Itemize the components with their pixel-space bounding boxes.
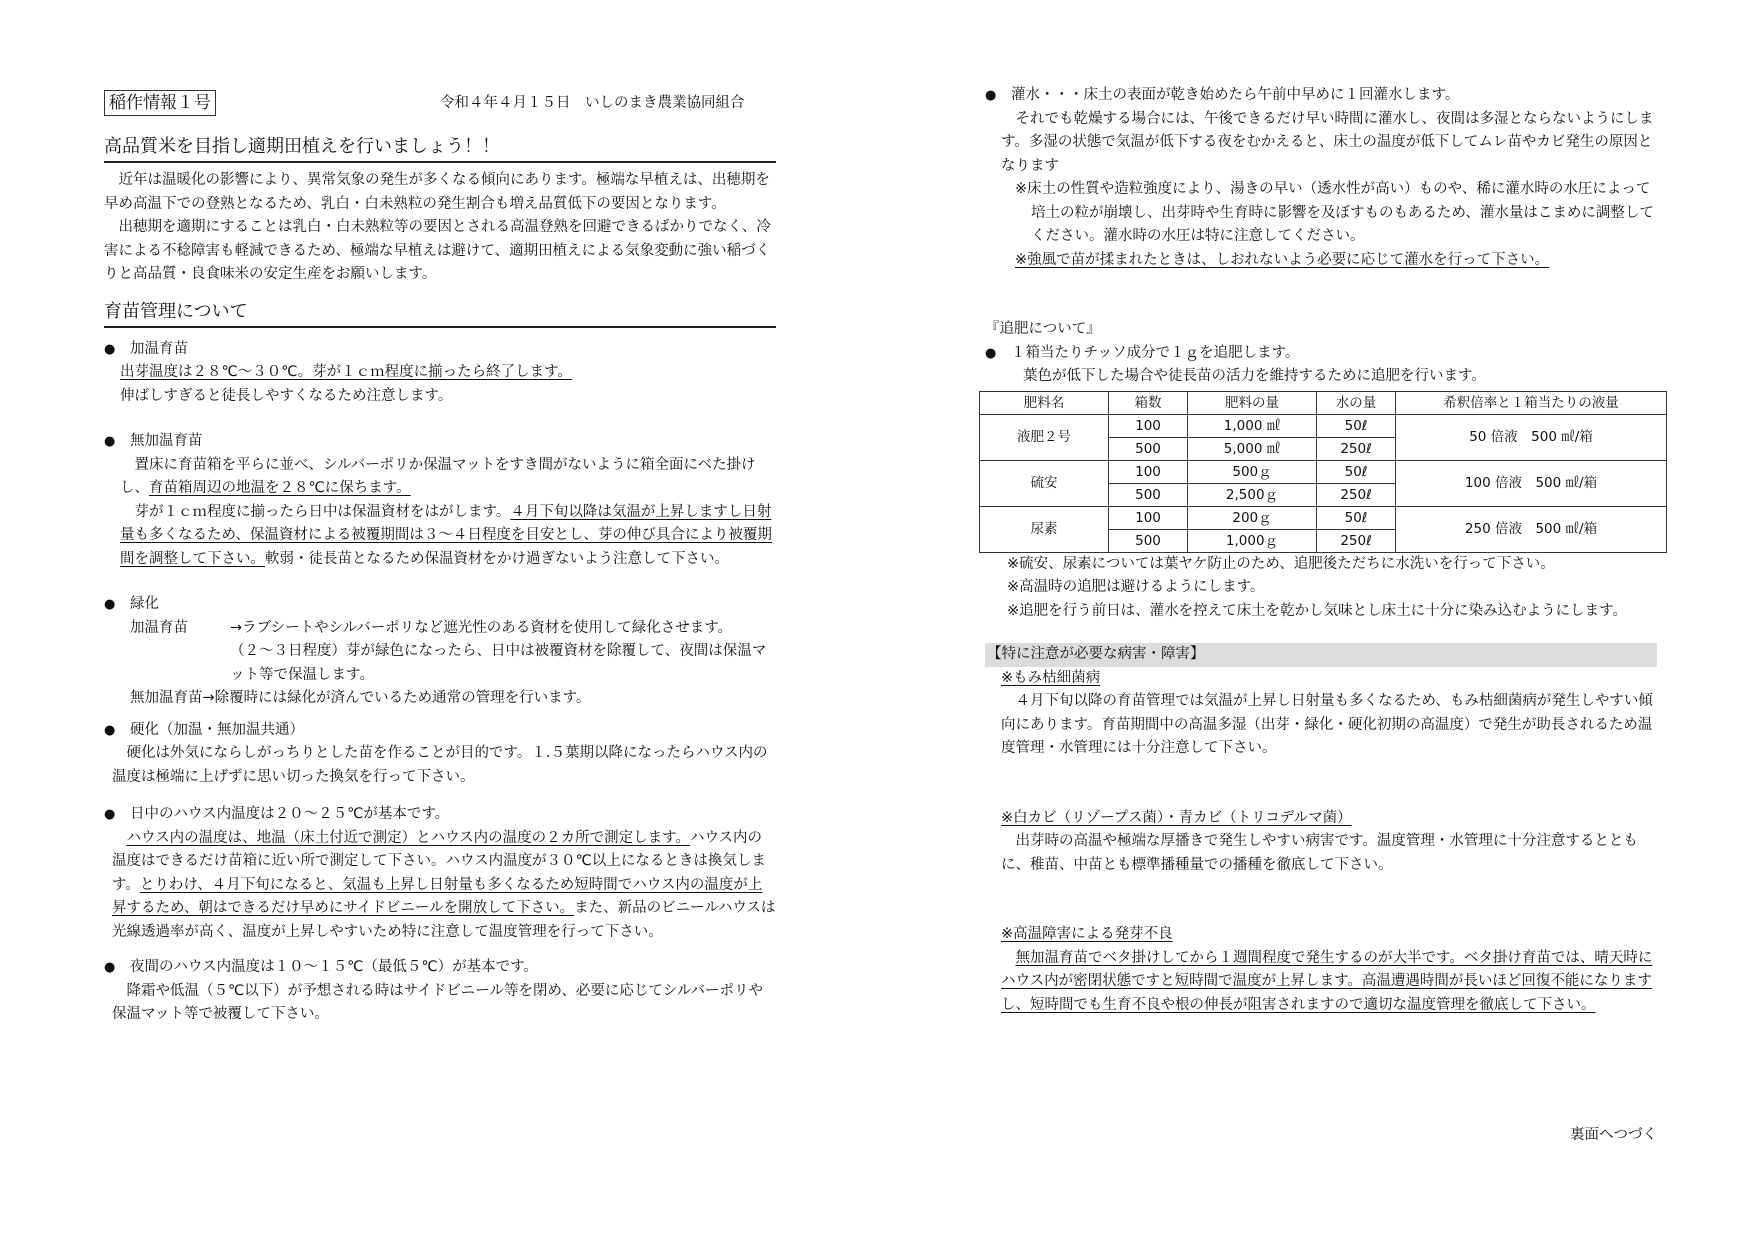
diseases-heading: 【特に注意が必要な病害・障害】 (985, 643, 1657, 667)
topdress-note-3: ※追肥を行う前日は、灌水を控えて床土を乾かし気味とし床土に十分に染み込むようにします。 (1007, 602, 1627, 619)
unheated-nursery-section (104, 430, 776, 571)
box-count: 100 (1109, 506, 1188, 529)
continued-on-back: 裏面へつづく (1570, 1127, 1657, 1143)
watering-title: ● 灌水・・・床土の表面が乾き始めたら午前中早めに１回灌水します。 (985, 84, 1657, 108)
topdress-subtext: 葉色が低下した場合や徒長苗の活力を維持するために追肥を行います。 (1023, 368, 1486, 384)
issue-badge: 稲作情報１号 (104, 90, 216, 116)
fertilizer-amount: 1,000ｇ (1188, 529, 1317, 552)
diseases-section (985, 643, 1657, 1017)
dilution-rate: 100 倍液 500 ㎖/箱 (1396, 460, 1667, 506)
greening-title: ● 緑化 (104, 593, 776, 617)
water-amount: 250ℓ (1317, 437, 1396, 460)
table-header: 肥料の量 (1188, 391, 1317, 414)
unheated-text-2a: 芽が１ｃｍ程度に揃ったら日中は保温資材をはがします。 (134, 503, 511, 520)
table-header: 希釈倍率と１箱当たりの液量 (1396, 391, 1667, 414)
daytime-text-1: ハウス内の温度は、地温（床土付近で測定）とハウス内の温度の２カ所で測定します。 (126, 829, 690, 846)
water-amount: 50ℓ (1317, 506, 1396, 529)
greening-heated-text-1: →ラブシートやシルバーポリなど遮光性のある資材を使用して緑化させます。 (230, 619, 733, 636)
box-count: 500 (1109, 483, 1188, 506)
table-row (980, 506, 1667, 529)
intro-paragraph-2: 出穂期を適期にすることは乳白・白未熟粒等の要因とされる高温登熟を回避できるばかりでなく、冷害による不稔障害も軽減できるため、極端な早植えは避けて、適期田植えによる気象変動に強い稲づくりと高品質・良食味米の安定生産をお願いします。 (104, 219, 771, 282)
table-header: 箱数 (1109, 391, 1188, 414)
box-count: 100 (1109, 460, 1188, 483)
left-column (104, 90, 776, 1027)
water-amount: 50ℓ (1317, 460, 1396, 483)
unheated-text-1b: 育苗箱周辺の地温を２８℃に保ちます。 (149, 480, 411, 496)
nursery-heading: 育苗管理について (104, 299, 776, 328)
heated-nursery-line-1: 出芽温度は２８℃～３０℃。芽が１ｃｍ程度に揃ったら終了します。 (120, 364, 572, 380)
fertilizer-amount: 5,000 ㎖ (1188, 437, 1317, 460)
right-column (985, 84, 1657, 1017)
watering-note-1: ※床土の性質や造粒強度により、湯きの早い（透水性が高い）ものや、稀に灌水時の水圧によって培土の粒が崩壊し、出芽時や生育時に影響を及ぼすものもあるため、灌水量はこまめに調整してください。灌水時の水圧は特に注意してください。 (1015, 181, 1654, 244)
greening-heated-text-2: （２～３日程度）芽が緑色になったら、日中は被覆資材を除覆して、夜間は保温マット等で保温します。 (230, 643, 767, 683)
dilution-rate: 250 倍液 500 ㎖/箱 (1396, 506, 1667, 552)
daytime-temperature-section (104, 803, 776, 944)
daytime-text-3: とりわけ、４月下旬になると、気温も上昇し日射量も多くなるため短時間でハウス内の温度が上昇するため、朝はできるだけ早めにサイドビニールを開放して下さい。 (112, 876, 763, 916)
water-amount: 50ℓ (1317, 414, 1396, 437)
greening-heated-label: 加温育苗 (130, 619, 188, 636)
daytime-temperature-title: ● 日中のハウス内温度は２０～２５℃が基本です。 (104, 803, 776, 827)
disease-3-text: 無加温育苗でベタ掛けしてから１週間程度で発生するのが大半です。ベタ掛け育苗では、晴天時にハウス内が密閉状態ですと短時間で温度が上昇します。高温遭遇時間が長いほど回復不能になりますし、短時間でも生育不良や根の伸長が阻害されますので適切な温度管理を徹底して下さい。 (1001, 949, 1653, 1013)
issue-date-organization: 令和４年４月１５日 いしのまき農業協同組合 (440, 95, 745, 111)
box-count: 500 (1109, 437, 1188, 460)
unheated-text-2b: ４月下旬以降は気温が上昇しますし日射量も多くなるため、保温資材による被覆期間は３～４日程度を目安とし、芽の伸び具合により被覆期間を調整して下さい。 (120, 503, 772, 567)
fertilizer-amount: 200ｇ (1188, 506, 1317, 529)
dilution-rate: 50 倍液 500 ㎖/箱 (1396, 414, 1667, 460)
table-row (980, 414, 1667, 437)
nighttime-temperature-text: 降霜や低温（５℃以下）が予想される時はサイドビニール等を閉め、必要に応じてシルバーポリや保温マット等で被覆して下さい。 (112, 982, 764, 1022)
water-amount: 250ℓ (1317, 529, 1396, 552)
box-count: 100 (1109, 414, 1188, 437)
greening-section (104, 593, 776, 711)
watering-section (985, 84, 1657, 272)
table-header: 肥料名 (980, 391, 1109, 414)
fertilizer-amount: 500ｇ (1188, 460, 1317, 483)
disease-3-title: ※高温障害による発芽不良 (1001, 926, 1173, 942)
nighttime-temperature-title: ● 夜間のハウス内温度は１０～１５℃（最低５℃）が基本です。 (104, 956, 776, 980)
hardening-title: ● 硬化（加温・無加温共通） (104, 719, 776, 743)
fertilizer-amount: 1,000 ㎖ (1188, 414, 1317, 437)
table-header: 水の量 (1317, 391, 1396, 414)
watering-note-2: ※強風で苗が揉まれたときは、しおれないよう必要に応じて灌水を行って下さい。 (1015, 251, 1550, 268)
topdress-bullet: ● １箱当たりチッソ成分で１ｇを追肥します。 (985, 342, 1657, 366)
heated-nursery-title: ● 加温育苗 (104, 338, 776, 362)
fertilizer-name: 液肥２号 (980, 414, 1109, 460)
unheated-text-2c: 軟弱・徒長苗となるため保温資材をかけ過ぎないよう注意して下さい。 (265, 550, 729, 567)
greening-unheated-text: 無加温育苗→除覆時には緑化が済んでいるため通常の管理を行います。 (130, 690, 591, 706)
disease-2-text: 出芽時の高温や極端な厚播きで発生しやすい病害です。温度管理・水管理に十分注意するとともに、稚苗、中苗とも標準播種量での播種を徹底して下さい。 (1001, 833, 1638, 873)
hardening-section (104, 719, 776, 790)
topdress-note-1: ※硫安、尿素については葉ヤケ防止のため、追肥後ただちに水洗いを行って下さい。 (1007, 555, 1555, 572)
fertilizer-name: 硫安 (980, 460, 1109, 506)
topdress-note-2: ※高温時の追肥は避けるようにします。 (1007, 579, 1265, 595)
disease-1-title: ※もみ枯細菌病 (1001, 669, 1101, 686)
table-header-row (980, 391, 1667, 414)
fertilizer-name: 尿素 (980, 506, 1109, 552)
unheated-nursery-title: ● 無加温育苗 (104, 430, 776, 454)
table-row (980, 460, 1667, 483)
watering-text: それでも乾燥する場合には、午後できるだけ早い時間に灌水し、夜間は多湿とならないようにします。多湿の状態で気温が低下する夜をむかえると、床土の温度が低下してムレ苗やカビ発生の原因となります (1001, 110, 1654, 174)
intro-section (104, 169, 776, 287)
heated-nursery-section (104, 338, 776, 409)
fertilizer-table (979, 391, 1667, 553)
disease-1-text: ４月下旬以降の育苗管理では気温が上昇し日射量も多くなるため、もみ枯細菌病が発生しやすい傾向にあります。育苗期間中の高温多湿（出芽・緑化・硬化初期の高温度）で発生が助長されるため温度管理・水管理には十分注意して下さい。 (1001, 693, 1653, 756)
topdress-heading: 『追肥について』 (985, 321, 1101, 337)
main-heading: 高品質米を目指し適期田植えを行いましょう！！ (104, 134, 776, 163)
daytime-text-4: また、新品のビニールハウスは光線透過率が高く、温度が上昇しやすいため特に注意して温度管理を行って下さい。 (112, 900, 776, 940)
hardening-text: 硬化は外気にならしがっちりとした苗を作ることが目的です。１.５葉期以降になったらハウス内の温度は極端に上げずに思い切った換気を行って下さい。 (112, 745, 768, 785)
disease-2-title: ※白カビ（リゾープス菌）・青カビ（トリコデルマ菌） (1001, 809, 1352, 826)
topdress-section (985, 318, 1657, 623)
nighttime-temperature-section (104, 956, 776, 1027)
unheated-text-1a: 置床に育苗箱を平らに並べ、シルバーポリか保温マットをすき間がないように箱全面にべた掛けし、 (120, 456, 756, 496)
intro-paragraph-1: 近年は温暖化の影響により、異常気象の発生が多くなる傾向にあります。極端な早植えは、出穂期を早め高温下での登熟となるため、乳白・白未熟粒の発生割合も増え品質低下の要因となります。 (104, 172, 770, 212)
heated-nursery-line-2: 伸ばしすぎると徒長しやすくなるため注意します。 (120, 387, 453, 404)
header (104, 90, 776, 124)
box-count: 500 (1109, 529, 1188, 552)
fertilizer-amount: 2,500ｇ (1188, 483, 1317, 506)
daytime-text-2: ハウス内の温度はできるだけ苗箱に近い所で測定して下さい。ハウス内温度が３０℃以上になるときは換気します。 (112, 829, 766, 893)
water-amount: 250ℓ (1317, 483, 1396, 506)
